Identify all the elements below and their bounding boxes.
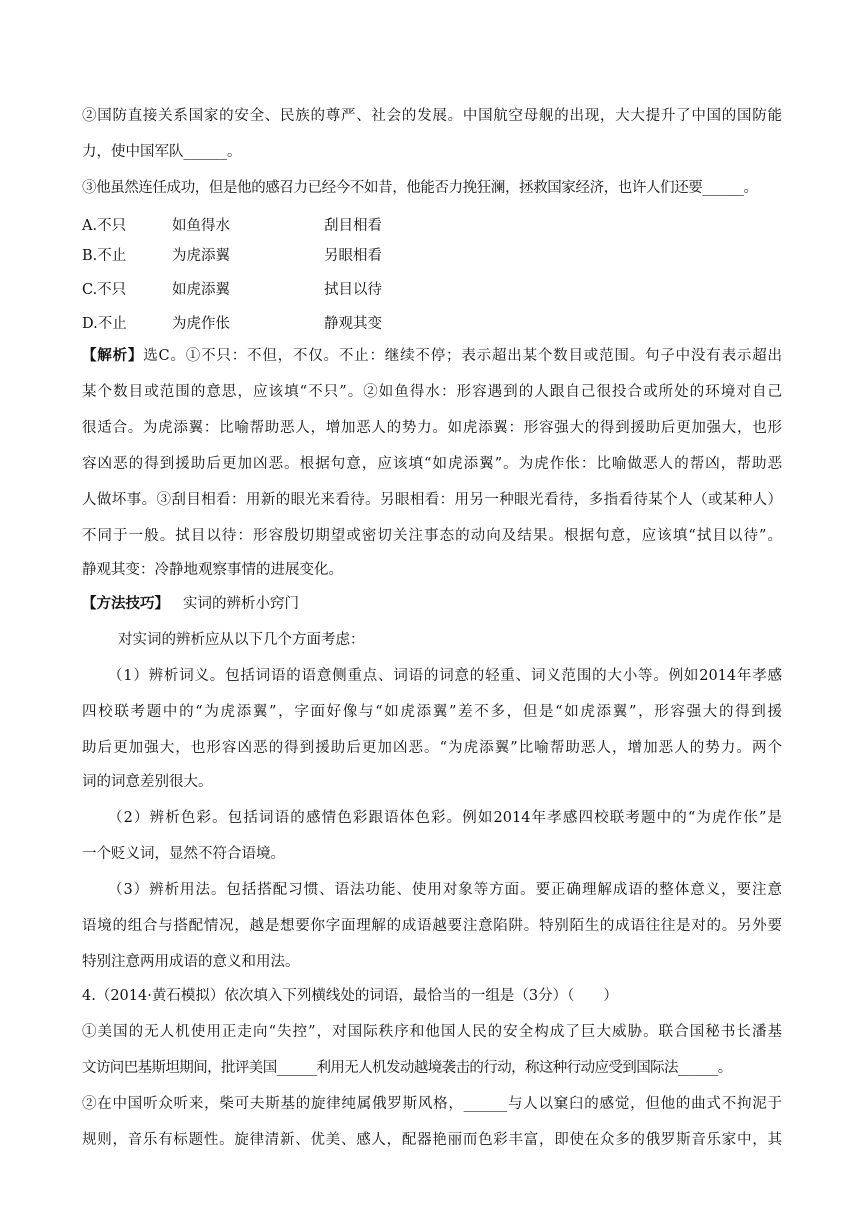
question-4-line-2: 文访问巴基斯坦期间，批评美国______利用无人机发动越境袭击的行动，称这种行动应受到国际法______。 — [82, 1060, 732, 1076]
method-title: 实词的辨析小窍门 — [183, 596, 299, 612]
option-d-word-2: 为虎作伥 — [172, 316, 230, 332]
analysis-line-1: 【解析】选C。①不只：不但，不仅。不止：继续不停；表示超出某个数目或范围。句子中没有表示超出 — [82, 347, 783, 364]
method-heading — [82, 594, 782, 614]
option-b-word-3: 另眼相看 — [324, 248, 382, 264]
option-b-word-2: 为虎添翼 — [172, 248, 230, 264]
method-p2-line-2: 一个贬义词，显然不符合语境。 — [82, 846, 285, 862]
option-a-word-2: 如鱼得水 — [172, 218, 230, 234]
analysis-line-6: 不同于一般。拭目以待：形容殷切期望或密切关注事态的动向及结果。根据句意，应该填“拭目以待”。 — [82, 528, 782, 544]
analysis-line-2: 某个数目或范围的意思，应该填“不只”。②如鱼得水：形容遇到的人跟自己很投合或所处的环境对自己 — [82, 384, 782, 400]
option-a-word-3: 刮目相看 — [324, 218, 382, 234]
analysis-line-3: 很适合。为虎添翼：比喻帮助恶人，增加恶人的势力。如虎添翼：形容强大的得到援助后更加强大，也形 — [82, 420, 782, 436]
analysis-line-5: 人做坏事。③刮目相看：用新的眼光来看待。另眼相看：用另一种眼光看待，多指看待某个人（或某种人） — [82, 492, 782, 508]
question-4-line-1: ①美国的无人机使用正走向“失控”，对国际秩序和他国人民的安全构成了巨大威胁。联合国秘书长潘基 — [82, 1024, 782, 1040]
method-p1-line-1: （1）辨析词义。包括词语的语意侧重点、词语的词意的轻重、词义范围的大小等。例如2014年孝感 — [108, 668, 782, 684]
option-d-label: D.不止 — [82, 316, 127, 332]
method-p3-line-1: （3）辨析用法。包括搭配习惯、语法功能、使用对象等方面。要正确理解成语的整体意义，要注意 — [108, 882, 782, 898]
question-4-stem: 4.（2014·黄石模拟）依次填入下列横线处的词语，最恰当的一组是（3分）（ ） — [82, 988, 618, 1004]
method-p3-line-2: 语境的组合与搭配情况，越是想要你字面理解的成语越要注意陷阱。特别陌生的成语往往是对的。另外要 — [82, 918, 782, 934]
analysis-line-4: 容凶恶的得到援助后更加凶恶。根据句意，应该填“如虎添翼”。为虎作伥：比喻做恶人的帮凶，帮助恶 — [82, 456, 782, 472]
method-p1-line-3: 助后更加强大，也形容凶恶的得到援助后更加凶恶。“为虎添翼”比喻帮助恶人，增加恶人的势力。两个 — [82, 740, 782, 756]
option-d-word-3: 静观其变 — [324, 316, 382, 332]
method-p1-line-4: 词的词意差别很大。 — [82, 774, 213, 790]
option-a-label: A.不只 — [82, 218, 127, 234]
q3-sentence-2-line-2: 力，使中国军队______。 — [82, 144, 242, 160]
question-4-line-3: ②在中国听众听来，柴可夫斯基的旋律纯属俄罗斯风格，______与人以窠臼的感觉，但他的曲式不拘泥于 — [82, 1096, 782, 1112]
method-p2-line-1: （2）辨析色彩。包括词语的感情色彩跟语体色彩。例如2014年孝感四校联考题中的“为虎作伥”是 — [108, 810, 782, 826]
analysis-tag: 【解析】 — [82, 347, 144, 364]
method-p1-line-2: 四校联考题中的“为虎添翼”，字面好像与“如虎添翼”差不多，但是“如虎添翼”，形容强大的得到援 — [82, 704, 782, 720]
option-c-label: C.不只 — [82, 282, 127, 298]
q3-sentence-2-line-1: ②国防直接关系国家的安全、民族的尊严、社会的发展。中国航空母舰的出现，大大提升了中国的国防能 — [82, 108, 782, 124]
analysis-line-7: 静观其变：冷静地观察事情的进展变化。 — [82, 562, 343, 578]
q3-sentence-3: ③他虽然连任成功，但是他的感召力已经今不如昔，他能否力挽狂澜，拯救国家经济，也许人们还要______。 — [82, 180, 758, 196]
method-p3-line-3: 特别注意两用成语的意义和用法。 — [82, 954, 300, 970]
question-4-line-4: 规则，音乐有标题性。旋律清新、优美、感人，配器艳丽而色彩丰富，即使在众多的俄罗斯音乐家中，其 — [82, 1132, 782, 1148]
option-b-label: B.不止 — [82, 248, 127, 264]
option-c-word-3: 拭目以待 — [324, 282, 382, 298]
method-intro: 对实词的辨析应从以下几个方面考虑： — [118, 632, 365, 648]
option-c-word-2: 如虎添翼 — [172, 282, 230, 298]
method-tag: 【方法技巧】 — [82, 595, 169, 612]
